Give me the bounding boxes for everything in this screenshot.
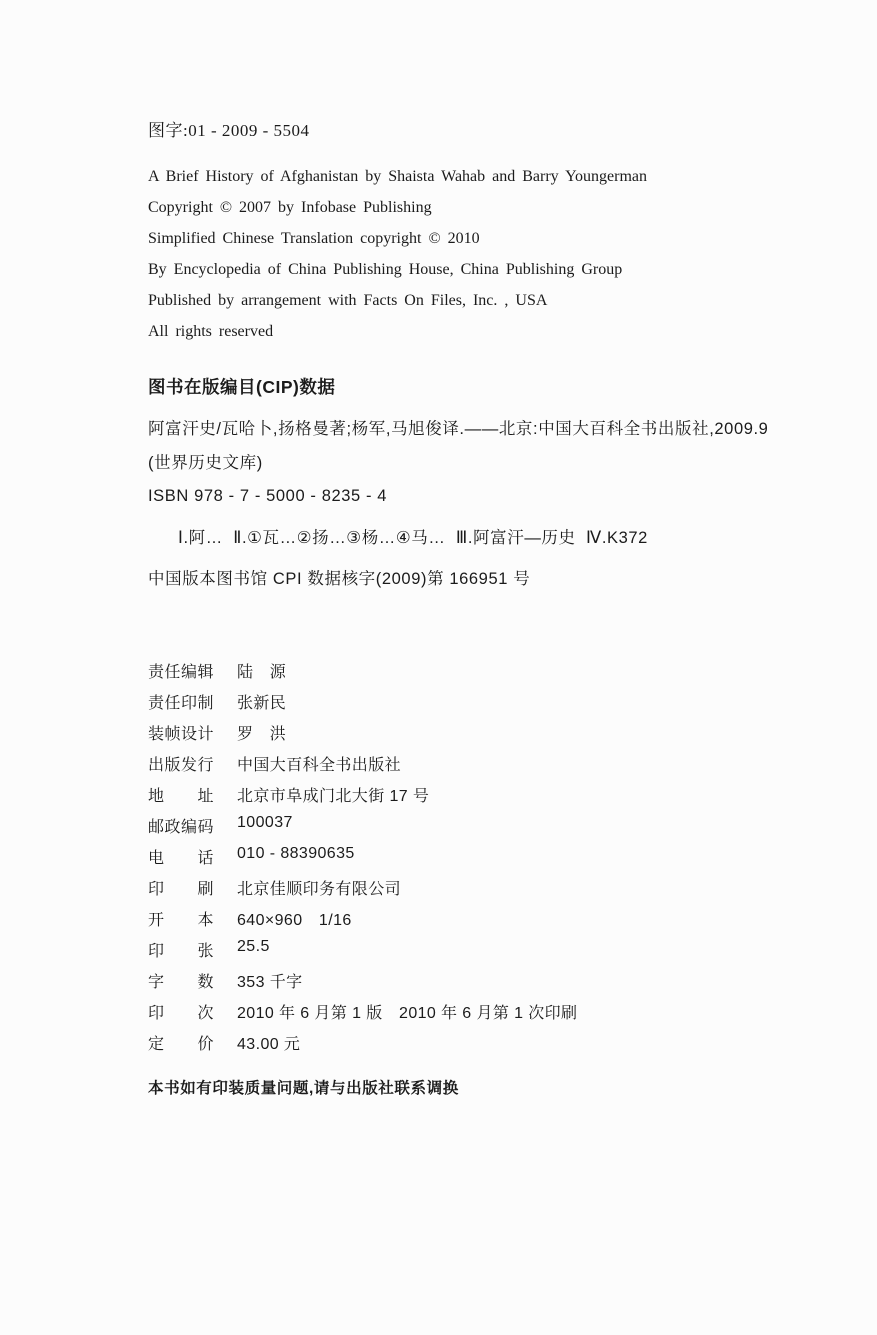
colophon-row-sheets (148, 938, 577, 969)
colophon-value: 北京市阜成门北大街 17 号 (237, 788, 430, 805)
colophon-value: 北京佳顺印务有限公司 (237, 881, 402, 898)
colophon-row-print-supervisor (148, 690, 577, 721)
english-line-copyright: Copyright © 2007 by Infobase Publishing (148, 199, 432, 216)
colophon-label: 责任编辑 (148, 664, 215, 681)
copyright-registration-number: 图字:01 - 2009 - 5504 (148, 121, 310, 140)
cip-record-number: 中国版本图书馆 CPI 数据核字(2009)第 166951 号 (148, 570, 531, 588)
colophon-value: 100037 (237, 814, 293, 831)
english-line-translation: Simplified Chinese Translation copyright © 2010 (148, 230, 480, 247)
colophon-value: 罗 洪 (237, 726, 287, 743)
colophon-row-phone (148, 845, 577, 876)
colophon-value: 2010 年 6 月第 1 版 2010 年 6 月第 1 次印刷 (237, 1005, 578, 1022)
colophon-row-wordcount (148, 969, 577, 1000)
colophon-label: 电 话 (148, 850, 215, 867)
colophon-row-designer (148, 721, 577, 752)
english-line-arrangement: Published by arrangement with Facts On Files, Inc. , USA (148, 292, 548, 309)
colophon-row-format (148, 907, 577, 938)
colophon-label: 装帧设计 (148, 726, 215, 743)
colophon-value: 中国大百科全书出版社 (237, 757, 402, 774)
colophon-label: 印 张 (148, 943, 215, 960)
colophon-value: 010 - 88390635 (237, 845, 355, 862)
colophon-label: 地 址 (148, 788, 215, 805)
colophon-value: 陆 源 (237, 664, 287, 681)
colophon-row-price (148, 1031, 577, 1062)
colophon-label: 责任印制 (148, 695, 215, 712)
cip-data-block (148, 413, 768, 514)
colophon-label: 字 数 (148, 974, 215, 991)
cip-classification: Ⅰ.阿… Ⅱ.①瓦…②扬…③杨…④马… Ⅲ.阿富汗—历史 Ⅳ.K372 (178, 529, 648, 547)
colophon-label: 邮政编码 (148, 819, 215, 836)
colophon-row-edition (148, 1000, 577, 1031)
colophon-row-printer (148, 876, 577, 907)
english-copyright-block (148, 161, 647, 347)
cip-line-title-statement: 阿富汗史/瓦哈卜,扬格曼著;杨军,马旭俊译.——北京:中国大百科全书出版社,2009.9 (148, 420, 769, 438)
colophon-row-postcode (148, 814, 577, 845)
colophon-value: 353 千字 (237, 974, 303, 991)
colophon-value: 张新民 (237, 695, 287, 712)
colophon-row-publisher (148, 752, 577, 783)
colophon-value: 25.5 (237, 938, 270, 955)
colophon-row-address (148, 783, 577, 814)
english-line-publisher: By Encyclopedia of China Publishing House, China Publishing Group (148, 261, 623, 278)
colophon-row-editor (148, 659, 577, 690)
colophon-value: 640×960 1/16 (237, 912, 352, 929)
colophon-label: 定 价 (148, 1036, 215, 1053)
english-line-title: A Brief History of Afghanistan by Shaista Wahab and Barry Youngerman (148, 168, 648, 185)
colophon-table (148, 659, 577, 1062)
colophon-value: 43.00 元 (237, 1036, 301, 1053)
english-line-rights: All rights reserved (148, 323, 274, 340)
colophon-label: 出版发行 (148, 757, 215, 774)
colophon-label: 印 刷 (148, 881, 215, 898)
cip-line-isbn: ISBN 978 - 7 - 5000 - 8235 - 4 (148, 487, 388, 505)
quality-notice: 本书如有印装质量问题,请与出版社联系调换 (148, 1080, 459, 1097)
cip-line-series: (世界历史文库) (148, 453, 263, 472)
cip-heading: 图书在版编目(CIP)数据 (148, 377, 336, 397)
colophon-label: 开 本 (148, 912, 215, 929)
colophon-label: 印 次 (148, 1005, 215, 1022)
